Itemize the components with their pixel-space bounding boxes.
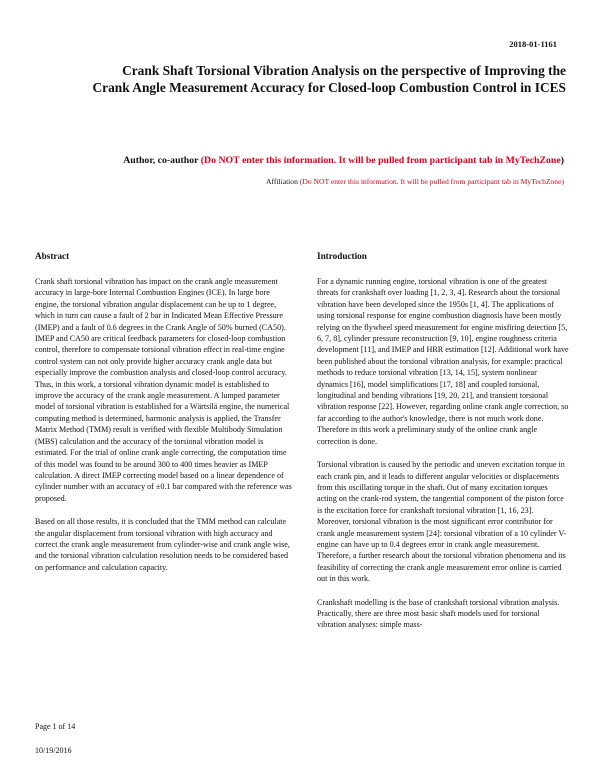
author-note-open: (	[200, 155, 205, 166]
title-line-2: Crank Angle Measurement Accuracy for Closed-loop Combustion Control in ICES	[92, 80, 566, 95]
paper-id: 2018-01-1161	[509, 39, 557, 49]
paper-title	[34, 62, 566, 96]
page-number: Page 1 of 14	[35, 722, 76, 731]
abstract-section	[35, 251, 293, 585]
introduction-heading: Introduction	[317, 251, 367, 261]
introduction-paragraph-1: For a dynamic running engine, torsional vibration is one of the greatest threats for crankshaft over loading [1, 2, 3, 4]. Research about the torsional vibration have been developed since the 1950s [1, 4]. The applications of using torsional response for engine combustion diagnosis have been mostly relying on the flywheel speed measurement for engine misfiring detection [5, 6, 7, 8], cylinder pressure reconstruction [9, 10], engine roughness criteria development [11], and IMEP and HRR estimation [12]. Additional work have been published about the torsional vibration analysis, for example: practical methods to reduce torsional vibration [13, 14, 15], system nonlinear dynamics [16], model simplifications [17, 18] and coupled torsional, longitudinal and bending vibrations [19, 20, 21], and transient torsional vibration response [22]. However, regarding online crank angle correction, so far according to the author's knowledge, there is not much work done. Therefore in this work a preliminary study of the online crank angle correction is done.	[317, 277, 569, 446]
affiliation-note-open: (	[299, 177, 303, 186]
abstract-paragraph-2: Based on all those results, it is concluded that the TMM method can calculate the angular displacement from torsional vibration with high accuracy and correct the crank angle measurement from cylinder-wise and crank angle wise, and the torsional vibration calculation resolution needs to be considered based on performance and calculation capacity.	[35, 517, 290, 572]
introduction-paragraph-3: Crankshaft modelling is the base of crankshaft torsional vibration analysis. Practically, there are three most basic shaft models used for torsional vibration analyses: simple mass-	[317, 597, 560, 630]
author-note-close: )	[560, 155, 564, 166]
affiliation-label: Affiliation	[265, 177, 298, 186]
title-line-1: Crank Shaft Torsional Vibration Analysis on the perspective of Improving the	[122, 63, 566, 78]
introduction-section	[317, 251, 569, 643]
author-label: Author, co-author	[123, 155, 199, 166]
footer-date: 10/19/2016	[35, 746, 72, 755]
abstract-heading: Abstract	[35, 251, 70, 261]
affiliation-note: Do NOT enter this information. It will be pulled from participant tab in MyTechZone	[302, 177, 562, 186]
author-note: Do NOT enter this information. It will be pulled from participant tab in MyTechZone	[204, 155, 561, 166]
abstract-paragraph-1: Crank shaft torsional vibration has impact on the crank angle measurement accuracy in large-bore Internal Combustion Engines (ICE). In large bore engine, the torsional vibration angular displacement can be up to 1 degree, which in turn can cause a fault of 2 bar in Indicated Mean Effective Pressure (IMEP) and a fault of 0.6 degrees in the Crank Angle of 50% burned (CA50). IMEP and CA50 are critical feedback parameters for closed-loop combustion control, therefore to compensate torsional vibration effect in real-time engine control system can not only provide higher accuracy crank angle data but especially improve the combustion analysis and closed-loop control accuracy. Thus, in this work, a torsional vibration dynamic model is established to improve the accuracy of the crank angle measurement. A lumped parameter model of torsional vibration is established for a Wärtsilä engine, the numerical computing method is determined, harmonic analysis is applied, the Transfer Matrix Method (TMM) result is verified with flexible Multibody Simulation (MBS) calculation and the accuracy of the torsional vibration model is estimated. For the trial of online crank angle correcting, the computation time of this model was found to be around 300 to 400 times heavier as IMEP calculation. A direct IMEP correcting model based on a linear dependence of cylinder number with an accuracy of ±0.1 bar compared with the reference was proposed.	[35, 277, 292, 503]
introduction-paragraph-2: Torsional vibration is caused by the periodic and uneven excitation torque in each crank pin, and it leads to different angular velocities or displacements from this oscillating torque in the shaft. Out of many excitation torques acting on the crank-rod system, the tangential component of the piston force is the excitation force for crankshaft torsional vibration [1, 16, 23]. Moreover, torsional vibration is the most significant error contributor for crank angle measurement system [24]: torsional vibration of a 10 cylinder V-engine can have up to 0.4 degrees error in crank angle measurement. Therefore, a further research about the torsional vibration phenomena and its feasibility of correcting the crank angle measurement error online is carried out in this work.	[317, 460, 567, 584]
affiliation-line	[100, 177, 564, 187]
author-line	[100, 154, 564, 167]
affiliation-note-close: )	[561, 177, 564, 186]
